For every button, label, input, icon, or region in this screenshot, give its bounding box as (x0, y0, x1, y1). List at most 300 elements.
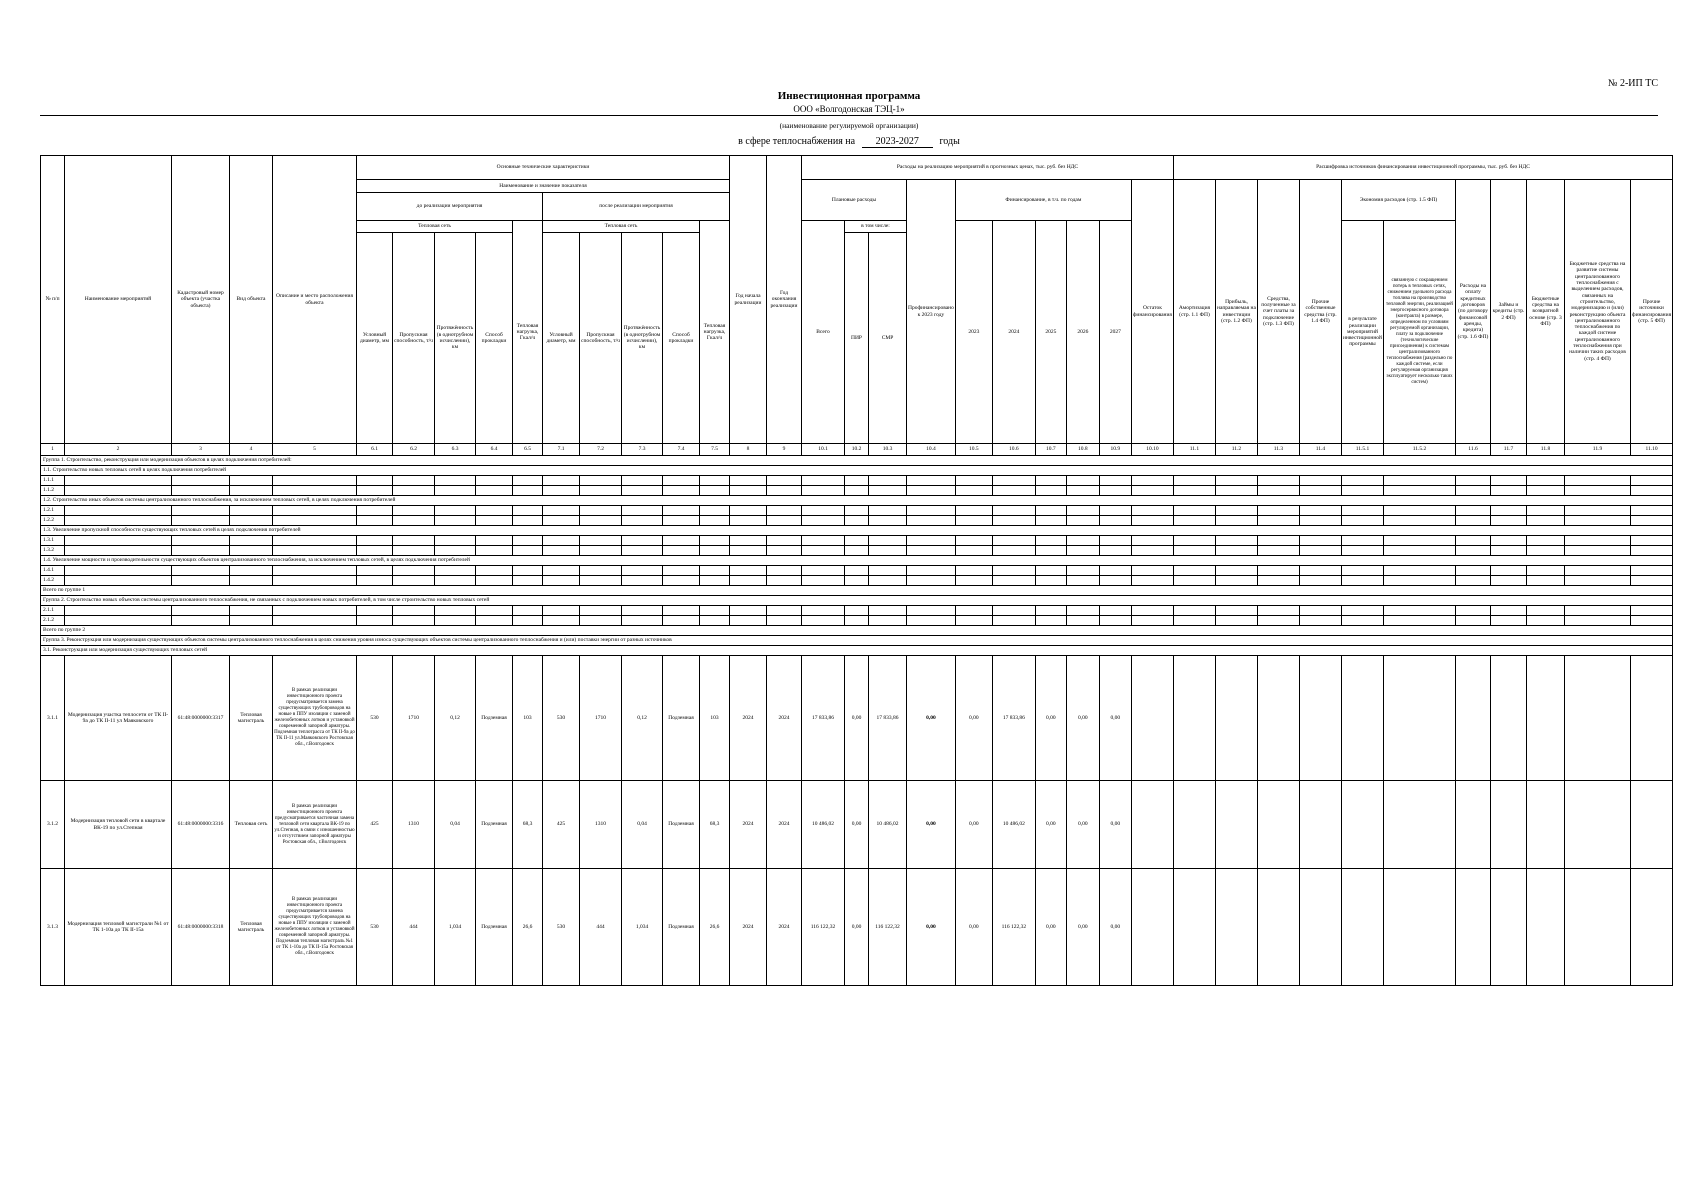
empty-cell (1099, 476, 1131, 486)
empty-cell (1131, 536, 1173, 546)
remaining-header: Остаток финансирования (1131, 180, 1173, 444)
diameter-after-header: Условный диаметр, мм (543, 233, 580, 444)
empty-cell (845, 566, 869, 576)
empty-cell (1565, 536, 1631, 546)
empty-cell (1384, 516, 1456, 526)
empty-cell (435, 546, 476, 556)
empty-cell (1384, 566, 1456, 576)
savings-b-header: связанную с сокращением потерь в тепловых сетях, снижением удельного расхода топлива на производство тепловой энергии, реализацией энергосервисного договора (контракта) в размере, определенном по условиям регулируемой организации, плату за подключение (технологические присоединения) к системам централизованного теплоснабжения (раздельно по каждой системе, если регулируемая организация эксплуатирует несколько таких систем) (1384, 221, 1456, 444)
cell-c1: 1710 (393, 656, 435, 781)
empty-cell (869, 546, 907, 556)
empty-cell (513, 516, 543, 526)
empty-cell (1527, 656, 1565, 781)
empty-cell (845, 486, 869, 496)
empty-cell (700, 476, 730, 486)
empty-cell (1173, 476, 1215, 486)
cell-no: 3.1.1 (41, 656, 65, 781)
cell-l1: 0,12 (435, 656, 476, 781)
empty-cell (992, 606, 1035, 616)
cell-load1: 103 (513, 656, 543, 781)
cell-lay1: Подземная (476, 781, 513, 869)
empty-cell (955, 616, 992, 626)
column-number: 10.7 (1035, 444, 1066, 456)
empty-cell (435, 476, 476, 486)
investment-program-table (40, 155, 1673, 986)
empty-cell (1491, 516, 1527, 526)
empty-cell (992, 516, 1035, 526)
empty-cell (543, 486, 580, 496)
section-1-1-row-label: 1.1. Строительство новых тепловых сетей в целях подключения потребителей (41, 466, 1673, 476)
sphere-line (0, 136, 1698, 148)
empty-cell (1565, 516, 1631, 526)
empty-cell (1631, 536, 1673, 546)
empty-cell (1035, 566, 1066, 576)
empty-cell (357, 516, 393, 526)
empty-cell (1341, 476, 1383, 486)
empty-cell (476, 606, 513, 616)
empty-cell (1631, 566, 1673, 576)
empty-cell (1099, 506, 1131, 516)
empty-cell (1565, 616, 1631, 626)
other-sources-header: Прочие источники финансирования (стр. 5 ФП) (1631, 180, 1673, 444)
empty-cell (1257, 576, 1299, 586)
empty-cell (907, 606, 956, 616)
empty-cell (1215, 476, 1257, 486)
empty-cell (1131, 476, 1173, 486)
empty-cell (1173, 546, 1215, 556)
column-number: 7.4 (663, 444, 700, 456)
empty-cell (1257, 616, 1299, 626)
empty-cell (1066, 486, 1099, 496)
empty-cell (1565, 566, 1631, 576)
empty-cell (663, 566, 700, 576)
column-numbers-row (41, 444, 1673, 456)
empty-cell (955, 576, 992, 586)
empty-cell (1341, 869, 1383, 986)
empty-cell (730, 566, 767, 576)
empty-cell (1257, 486, 1299, 496)
empty-cell (65, 606, 172, 616)
column-number: 7.2 (580, 444, 622, 456)
empty-cell (622, 576, 663, 586)
empty-cell (1131, 606, 1173, 616)
other-own-header: Прочие собственные средства (стр. 1.4 ФП) (1299, 180, 1341, 444)
empty-cell (907, 616, 956, 626)
empty-cell (1173, 516, 1215, 526)
empty-cell (802, 536, 845, 546)
empty-cell (1341, 616, 1383, 626)
empty-cell (1565, 506, 1631, 516)
empty-cell (869, 486, 907, 496)
empty-cell (622, 566, 663, 576)
empty-cell (65, 536, 172, 546)
empty-cell (357, 506, 393, 516)
empty-cell (1131, 486, 1173, 496)
cell-y2023: 0,00 (955, 869, 992, 986)
empty-cell (1131, 546, 1173, 556)
empty-cell (580, 536, 622, 546)
empty-cell (476, 506, 513, 516)
empty-cell (1384, 486, 1456, 496)
column-number: 4 (230, 444, 273, 456)
empty-cell (476, 616, 513, 626)
connection-fee-header: Средства, полученные за счет платы за подключение (стр. 1.3 ФП) (1257, 180, 1299, 444)
group-1-row-label: Группа 1. Строительство, реконструкция или модернизация объектов в целях подключения потребителей: (41, 456, 1673, 466)
sphere-prefix: в сфере теплоснабжения на (738, 136, 856, 147)
empty-cell (1131, 516, 1173, 526)
total-group-2-row-label: Всего по группе 2 (41, 626, 1673, 636)
cell-y2027: 0,00 (1099, 656, 1131, 781)
empty-cell (767, 566, 802, 576)
empty-cell (357, 606, 393, 616)
empty-cell (1491, 869, 1527, 986)
empty-row (41, 566, 1673, 576)
empty-cell (767, 506, 802, 516)
diameter-before-header: Условный диаметр, мм (357, 233, 393, 444)
empty-cell (476, 546, 513, 556)
empty-cell (1631, 869, 1673, 986)
empty-cell (273, 486, 357, 496)
empty-cell (273, 476, 357, 486)
empty-row (41, 576, 1673, 586)
empty-cell (1491, 476, 1527, 486)
empty-cell (869, 616, 907, 626)
tech-names-header: Наименование и значение показателя (357, 180, 730, 193)
pir-header: ПИР (845, 233, 869, 444)
year-2026-header: 2026 (1066, 221, 1099, 444)
sources-header: Расшифровка источников финансирования инвестиционной программы, тыс. руб. без НДС (1173, 156, 1672, 180)
empty-cell (1173, 869, 1215, 986)
empty-cell (802, 506, 845, 516)
empty-cell (802, 486, 845, 496)
cell-c2: 1310 (580, 781, 622, 869)
empty-cell (1131, 781, 1173, 869)
empty-cell (907, 576, 956, 586)
empty-cell (1384, 606, 1456, 616)
empty-cell (1384, 869, 1456, 986)
cell-desc: В рамках реализации инвестиционного проекта предусматривается замена существующих трубопроводов на новые в ППУ изоляции с заменой железобетонных лотков и установкой современной запорной арматуры. Подземная тепловая магистраль №1 от ТК 1-10а до ТК II-15а Ростовская обл., г.Волгодонск (273, 869, 357, 986)
empty-cell (767, 546, 802, 556)
empty-cell (730, 486, 767, 496)
cell-lay1: Подземная (476, 656, 513, 781)
profit-header: Прибыль, направляемая на инвестиции (стр. 1.2 ФП) (1215, 180, 1257, 444)
column-number: 11.3 (1257, 444, 1299, 456)
cell-d2: 530 (543, 656, 580, 781)
financed-before-header: Профинансировано к 2023 году (907, 180, 956, 444)
empty-cell (393, 546, 435, 556)
column-number: 10.6 (992, 444, 1035, 456)
cell-pir: 0,00 (845, 656, 869, 781)
empty-cell (802, 576, 845, 586)
empty-cell (1173, 566, 1215, 576)
empty-cell (663, 546, 700, 556)
empty-cell (230, 476, 273, 486)
empty-cell (767, 516, 802, 526)
empty-row (41, 606, 1673, 616)
empty-cell (1035, 606, 1066, 616)
empty-cell (580, 506, 622, 516)
cell-fin: 0,00 (907, 781, 956, 869)
empty-row (41, 506, 1673, 516)
empty-cell (435, 616, 476, 626)
empty-cell (700, 486, 730, 496)
empty-cell (1527, 576, 1565, 586)
empty-cell (1215, 781, 1257, 869)
cell-l1: 0,04 (435, 781, 476, 869)
cell-d1: 530 (357, 869, 393, 986)
empty-cell (1384, 781, 1456, 869)
empty-cell (1565, 656, 1631, 781)
empty-cell (1299, 486, 1341, 496)
empty-cell (1565, 576, 1631, 586)
after-header: после реализации мероприятия (543, 193, 730, 221)
empty-cell (580, 476, 622, 486)
group-1-row (41, 456, 1673, 466)
empty-cell (622, 516, 663, 526)
empty-cell (273, 546, 357, 556)
empty-cell (580, 546, 622, 556)
column-number: 6.3 (435, 444, 476, 456)
cell-y2023: 0,00 (955, 781, 992, 869)
cell-total: 10 486,02 (802, 781, 845, 869)
empty-cell (1299, 869, 1341, 986)
section-3-1-row (41, 646, 1673, 656)
empty-cell (580, 486, 622, 496)
empty-cell (1631, 576, 1673, 586)
empty-cell (1299, 506, 1341, 516)
empty-cell (1099, 606, 1131, 616)
cell-y2027: 0,00 (1099, 869, 1131, 986)
cell-desc: В рамках реализации инвестиционного проекта предусматривается частичная замена тепловой сети квартала ВК-19 по ул.Степная, в связи с изношенностью и отсутствием запорной арматуры Ростовская обл., г.Волгодонск (273, 781, 357, 869)
cell-y2024: 10 486,02 (992, 781, 1035, 869)
column-number: 11.9 (1565, 444, 1631, 456)
empty-cell (1491, 606, 1527, 616)
empty-cell (955, 486, 992, 496)
empty-cell (1173, 506, 1215, 516)
empty-cell (357, 546, 393, 556)
empty-cell (230, 566, 273, 576)
cell-kind: Тепловая сеть (230, 781, 273, 869)
empty-cell (700, 546, 730, 556)
group-3-row (41, 636, 1673, 646)
before-header: до реализации мероприятия (357, 193, 543, 221)
cell-name: Модернизация участка теплосети от ТК II-9а до ТК II-11 ул Маяковского (65, 656, 172, 781)
empty-cell (1099, 566, 1131, 576)
col-kind-header: Вид объекта (230, 156, 273, 444)
empty-cell (1341, 656, 1383, 781)
empty-cell (845, 616, 869, 626)
empty-cell (1066, 576, 1099, 586)
empty-cell (700, 536, 730, 546)
empty-cell (1299, 616, 1341, 626)
empty-cell (1527, 781, 1565, 869)
empty-cell (663, 576, 700, 586)
empty-cell (1066, 566, 1099, 576)
empty-cell (1299, 516, 1341, 526)
empty-cell (730, 616, 767, 626)
cell-cadastral: 61:48:0000000:3317 (172, 656, 230, 781)
section-1-1-row (41, 466, 1673, 476)
year-end-header: Год окончания реализации (767, 156, 802, 444)
empty-cell (65, 576, 172, 586)
row-number: 2.1.2 (41, 616, 65, 626)
empty-cell (543, 476, 580, 486)
row-number: 1.1.2 (41, 486, 65, 496)
empty-cell (622, 476, 663, 486)
cell-l1: 1,034 (435, 869, 476, 986)
empty-cell (393, 536, 435, 546)
empty-cell (1035, 486, 1066, 496)
col-name-header: Наименование мероприятий (65, 156, 172, 444)
empty-cell (907, 516, 956, 526)
document-title: Инвестиционная программа (777, 90, 921, 102)
cell-y2023: 0,00 (955, 656, 992, 781)
empty-cell (663, 536, 700, 546)
empty-cell (476, 476, 513, 486)
empty-cell (172, 606, 230, 616)
cell-y2025: 0,00 (1035, 869, 1066, 986)
empty-cell (1456, 566, 1491, 576)
empty-cell (1299, 576, 1341, 586)
empty-cell (273, 516, 357, 526)
measure-row (41, 869, 1673, 986)
empty-cell (1035, 546, 1066, 556)
empty-cell (1131, 616, 1173, 626)
cell-l2: 1,034 (622, 869, 663, 986)
cell-load2: 103 (700, 656, 730, 781)
row-number: 1.3.2 (41, 546, 65, 556)
column-number: 10.3 (869, 444, 907, 456)
empty-cell (700, 576, 730, 586)
column-number: 7.5 (700, 444, 730, 456)
empty-cell (845, 606, 869, 616)
empty-cell (1215, 506, 1257, 516)
empty-cell (1215, 606, 1257, 616)
cell-lay2: Подземная (663, 781, 700, 869)
empty-cell (663, 516, 700, 526)
capacity-after-header: Пропускная способность, т/ч (580, 233, 622, 444)
empty-cell (869, 506, 907, 516)
empty-cell (230, 616, 273, 626)
heat-network-before-header: Тепловая сеть (357, 221, 513, 233)
empty-cell (1527, 546, 1565, 556)
cell-l2: 0,12 (622, 656, 663, 781)
cell-ys: 2024 (730, 869, 767, 986)
empty-cell (802, 616, 845, 626)
empty-row (41, 516, 1673, 526)
depreciation-header: Амортизация (стр. 1.1 ФП) (1173, 180, 1215, 444)
empty-cell (1066, 616, 1099, 626)
empty-cell (393, 476, 435, 486)
empty-cell (65, 506, 172, 516)
empty-cell (393, 606, 435, 616)
empty-cell (700, 506, 730, 516)
empty-cell (1341, 606, 1383, 616)
measure-row (41, 781, 1673, 869)
empty-cell (1565, 869, 1631, 986)
empty-cell (543, 536, 580, 546)
empty-cell (845, 476, 869, 486)
savings-header: Экономия расходов (стр. 1.5 ФП) (1341, 180, 1455, 221)
empty-cell (1456, 656, 1491, 781)
empty-cell (802, 546, 845, 556)
cell-smr: 17 833,86 (869, 656, 907, 781)
empty-row (41, 486, 1673, 496)
credits-header: Займы и кредиты (стр. 2 ФП) (1491, 180, 1527, 444)
column-number: 3 (172, 444, 230, 456)
empty-cell (1456, 576, 1491, 586)
empty-cell (1215, 536, 1257, 546)
empty-cell (730, 536, 767, 546)
column-number: 11.5.2 (1384, 444, 1456, 456)
empty-cell (1173, 781, 1215, 869)
empty-cell (1173, 576, 1215, 586)
empty-cell (907, 546, 956, 556)
empty-cell (172, 536, 230, 546)
total-group-1-row-label: Всего по группе 1 (41, 586, 1673, 596)
empty-cell (393, 616, 435, 626)
empty-cell (1131, 566, 1173, 576)
empty-cell (1215, 616, 1257, 626)
empty-cell (1257, 536, 1299, 546)
empty-cell (663, 606, 700, 616)
empty-cell (435, 486, 476, 496)
empty-cell (1066, 506, 1099, 516)
empty-cell (992, 476, 1035, 486)
column-number: 6.5 (513, 444, 543, 456)
cell-load2: 68,3 (700, 781, 730, 869)
empty-cell (230, 606, 273, 616)
credit-header: Расходы на оплату кредитных договоров (по договору финансовой аренды, кредита) (стр. 1.6 ФП) (1456, 180, 1491, 444)
column-number: 10.4 (907, 444, 956, 456)
empty-cell (543, 516, 580, 526)
empty-cell (1384, 616, 1456, 626)
capacity-before-header: Пропускная способность, т/ч (393, 233, 435, 444)
laying-before-header: Способ прокладки (476, 233, 513, 444)
empty-cell (435, 566, 476, 576)
empty-cell (1257, 476, 1299, 486)
empty-cell (1035, 616, 1066, 626)
empty-cell (802, 476, 845, 486)
column-number: 10.10 (1131, 444, 1173, 456)
empty-cell (907, 486, 956, 496)
empty-cell (1384, 546, 1456, 556)
expenses-header: Расходы на реализацию мероприятий в прогнозных ценах, тыс. руб. без НДС (802, 156, 1174, 180)
year-2023-header: 2023 (955, 221, 992, 444)
column-number: 10.8 (1066, 444, 1099, 456)
empty-cell (357, 616, 393, 626)
empty-cell (1527, 869, 1565, 986)
empty-cell (230, 536, 273, 546)
empty-cell (1215, 486, 1257, 496)
empty-cell (1131, 576, 1173, 586)
empty-cell (1173, 656, 1215, 781)
empty-cell (1341, 506, 1383, 516)
row-number: 1.4.2 (41, 576, 65, 586)
cell-c2: 444 (580, 869, 622, 986)
column-number: 11.5.1 (1341, 444, 1383, 456)
empty-cell (172, 506, 230, 516)
empty-cell (1215, 516, 1257, 526)
section-1-2-row (41, 496, 1673, 506)
column-number: 11.10 (1631, 444, 1673, 456)
column-number: 11.8 (1527, 444, 1565, 456)
empty-cell (955, 506, 992, 516)
empty-cell (1299, 536, 1341, 546)
empty-cell (1456, 506, 1491, 516)
empty-cell (393, 576, 435, 586)
empty-cell (802, 606, 845, 616)
